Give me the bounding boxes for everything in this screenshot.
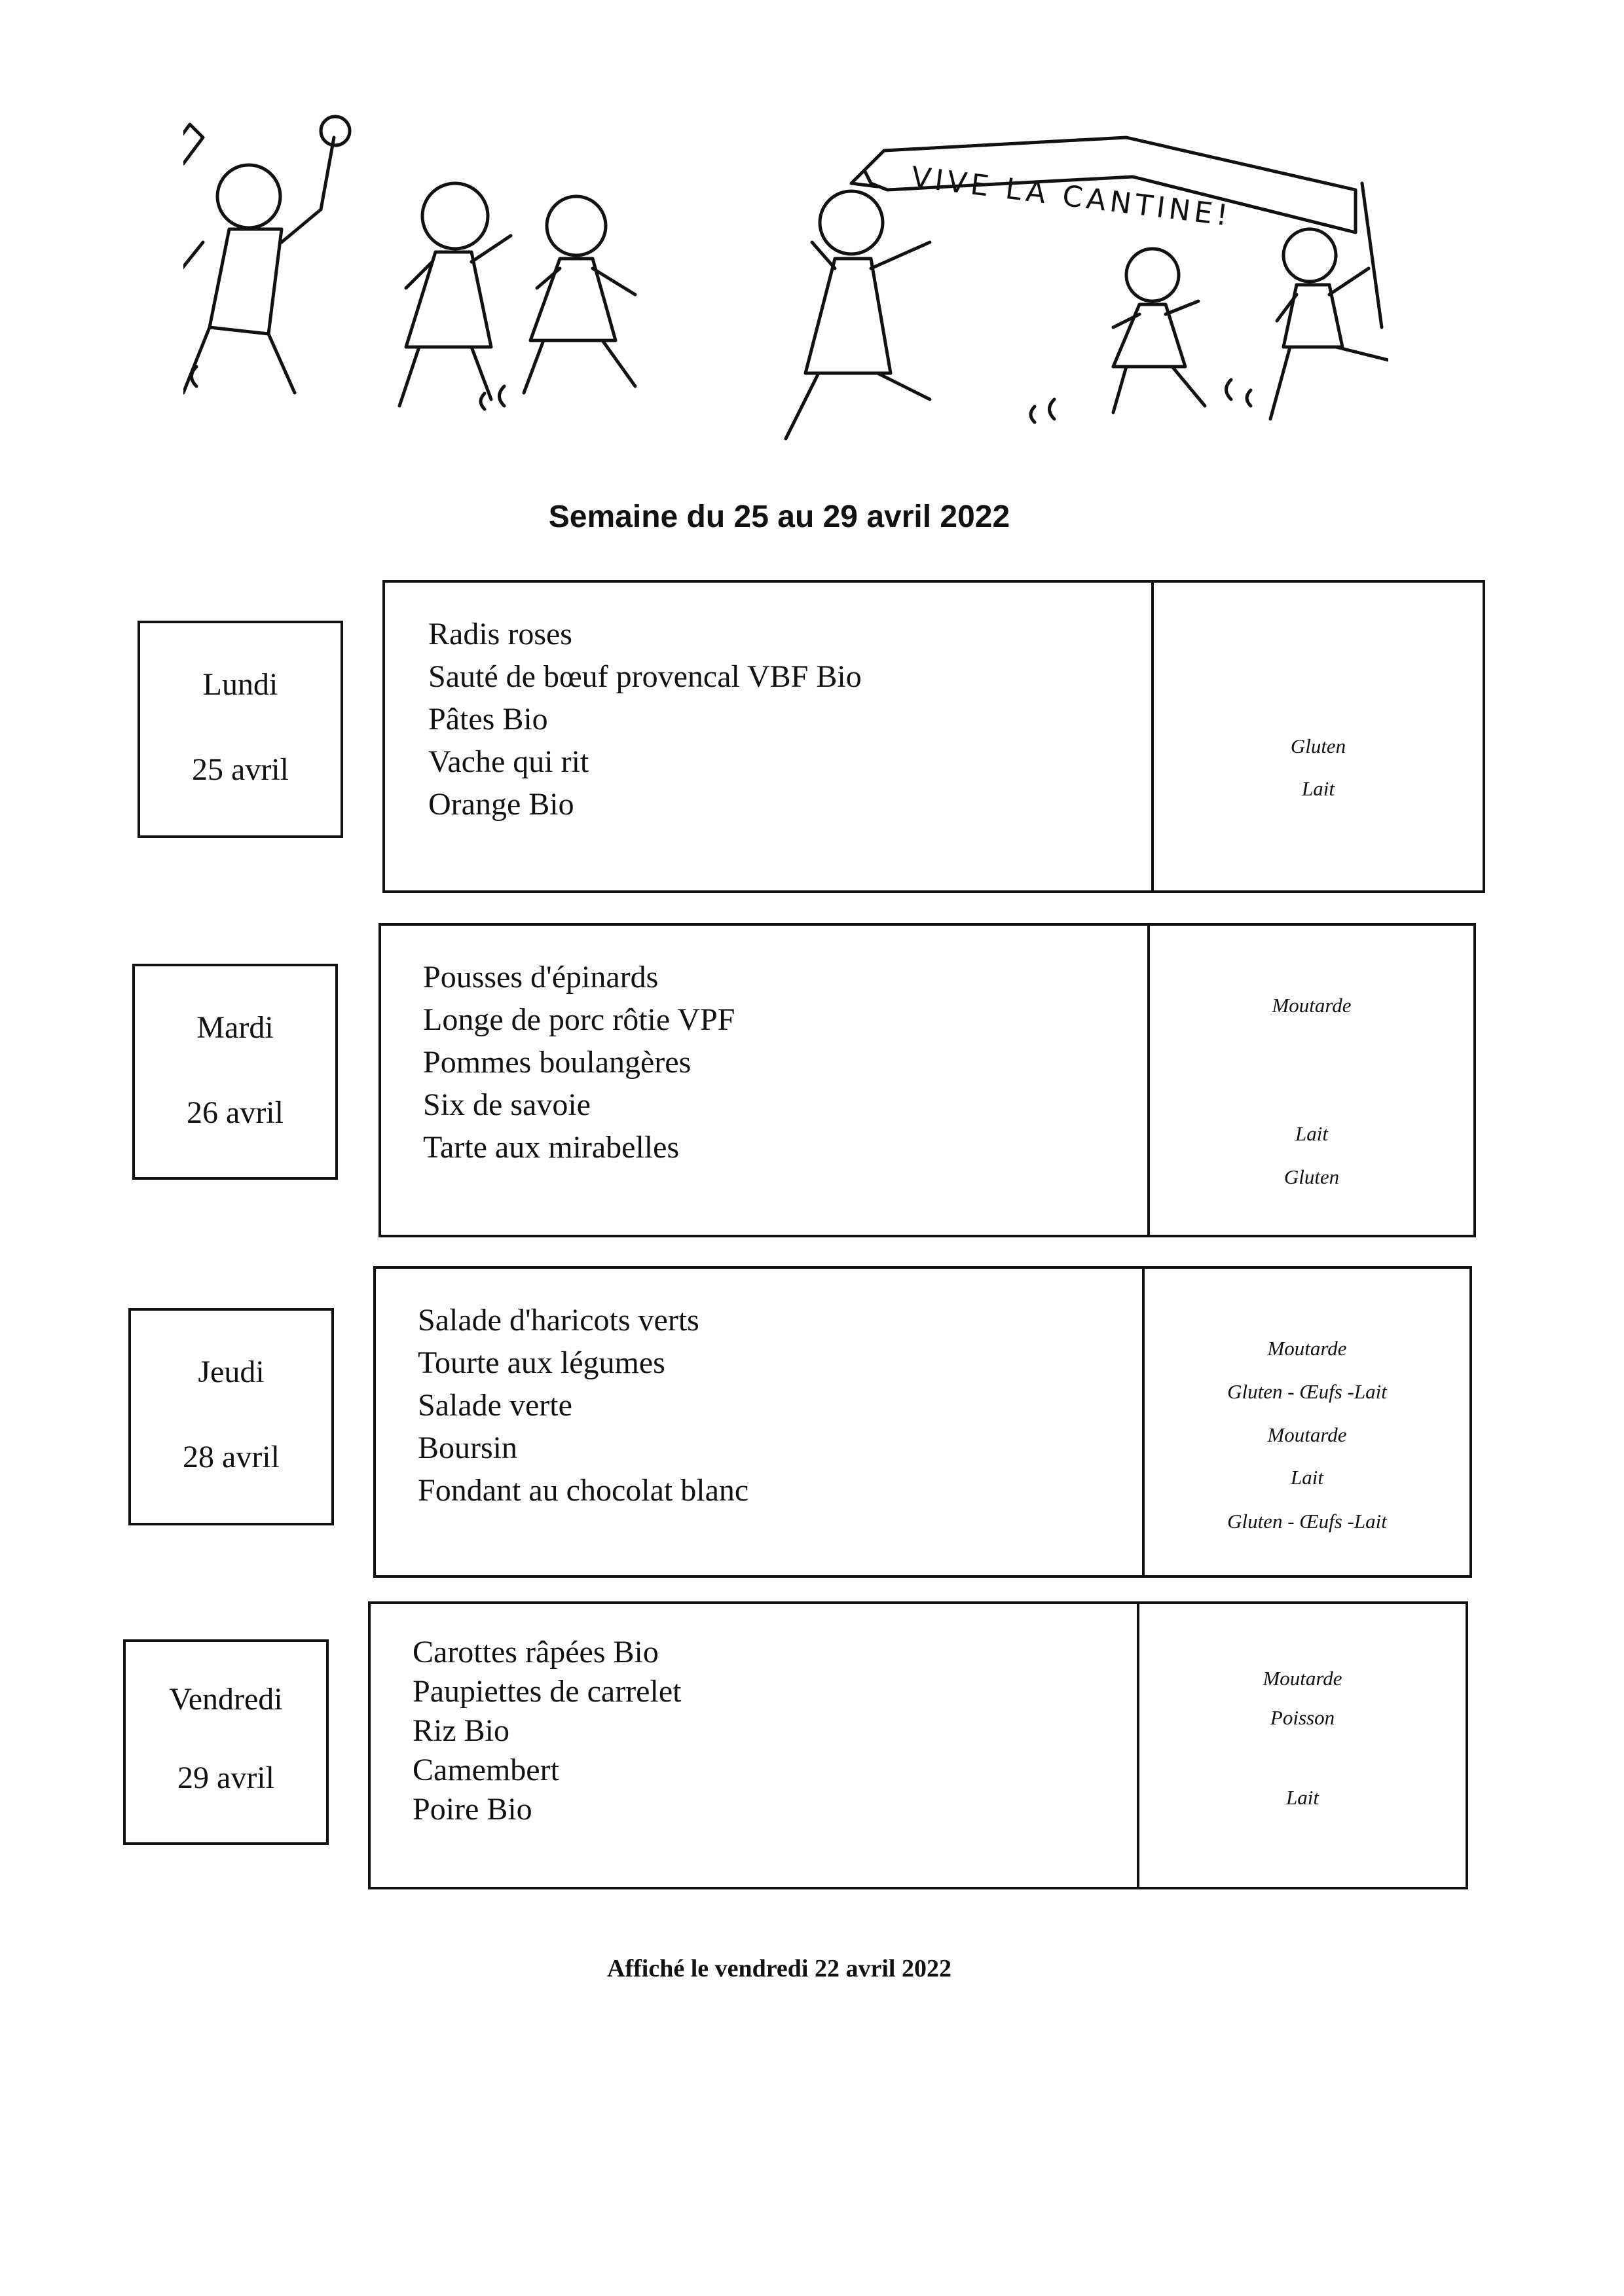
dish-list [423,956,735,1169]
day-date: 26 avril [187,1095,284,1130]
dish-item: Longe de porc rôtie VPF [423,1002,735,1037]
dish-item: Vache qui rit [428,744,589,779]
day-name: Jeudi [198,1355,265,1389]
allergen-item: Gluten [1290,735,1346,757]
dish-item: Carottes râpées Bio [413,1635,659,1669]
day-date: 29 avril [177,1760,274,1795]
day-name: Lundi [202,667,278,702]
posted-date-note: Affiché le vendredi 22 avril 2022 [607,1955,951,1982]
week-title: Semaine du 25 au 29 avril 2022 [548,500,1010,534]
dish-item: Tarte aux mirabelles [423,1130,680,1165]
dish-item: Camembert [413,1753,559,1787]
dish-item: Pâtes Bio [428,702,548,737]
day-date: 25 avril [192,752,289,787]
allergen-list [1139,1604,1466,1887]
allergen-item: Lait [1291,1466,1323,1489]
dish-item: Tourte aux légumes [418,1345,665,1380]
allergen-item: Lait [1286,1786,1319,1809]
dish-item: Pousses d'épinards [423,960,659,994]
dish-item: Riz Bio [413,1713,510,1748]
children-banner-illustration [183,111,1388,465]
menu-box [378,923,1476,1237]
allergen-item: Gluten - Œufs -Lait [1227,1510,1387,1533]
dish-item: Radis roses [428,617,572,651]
allergen-list [1145,1269,1469,1575]
dish-list [418,1299,748,1512]
day-box [138,621,343,838]
day-name: Vendredi [169,1682,283,1717]
dish-item: Poire Bio [413,1792,532,1827]
allergen-item: Lait [1302,777,1335,800]
allergen-item: Moutarde [1267,1423,1347,1446]
menu-box [368,1601,1468,1889]
dish-list [428,613,862,826]
dish-list [413,1633,681,1829]
dish-item: Orange Bio [428,787,574,822]
banner-text: VIVE LA CANTINE! [909,160,1234,233]
allergen-item: Moutarde [1263,1667,1342,1690]
menu-box [373,1266,1472,1578]
allergen-item: Lait [1295,1122,1328,1145]
allergen-item: Poisson [1270,1706,1335,1729]
dish-item: Boursin [418,1430,518,1465]
day-box [128,1308,334,1525]
dish-item: Pommes boulangères [423,1045,692,1080]
menu-box [382,580,1485,893]
dish-item: Paupiettes de carrelet [413,1674,682,1709]
dish-item: Six de savoie [423,1087,591,1122]
allergen-item: Gluten [1283,1165,1340,1188]
day-name: Mardi [196,1010,274,1045]
allergen-list [1154,583,1483,890]
dish-item: Fondant au chocolat blanc [418,1473,749,1508]
day-box [132,964,338,1180]
dish-item: Salade verte [418,1388,572,1423]
day-box [123,1639,329,1845]
dish-item: Salade d'haricots verts [418,1303,699,1338]
day-date: 28 avril [183,1440,280,1474]
allergen-list [1150,926,1473,1235]
allergen-item: Moutarde [1267,1337,1347,1360]
allergen-item: Moutarde [1272,994,1352,1017]
allergen-item: Gluten - Œufs -Lait [1227,1380,1387,1403]
dish-item: Sauté de bœuf provencal VBF Bio [428,659,862,694]
